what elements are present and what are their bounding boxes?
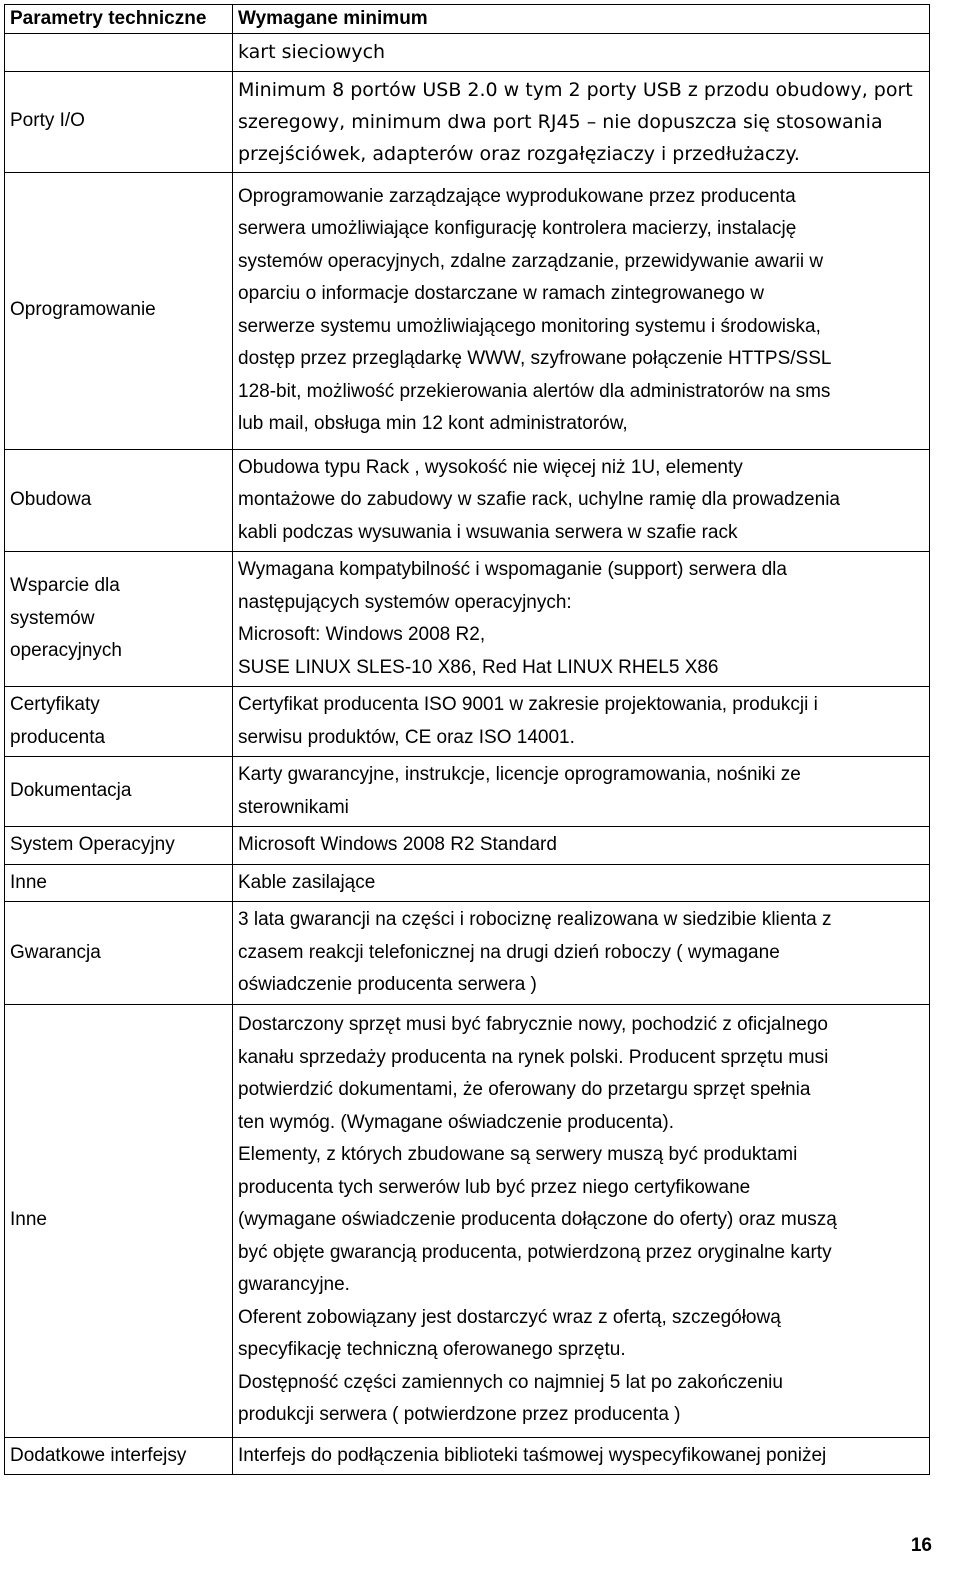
row-label: Dokumentacja: [5, 757, 233, 827]
table-row: [5, 864, 930, 902]
row-value-line: przejściówek, adapterów oraz rozgałęziaczy i przedłużaczy.: [238, 142, 800, 165]
row-label: Gwarancja: [5, 902, 233, 1005]
row-label: Inne: [5, 864, 233, 902]
row-value-line: Obudowa typu Rack , wysokość nie więcej niż 1U, elementy: [238, 456, 743, 478]
row-label: System Operacyjny: [5, 827, 233, 865]
row-value-line: Microsoft: Windows 2008 R2,: [238, 624, 486, 645]
table-row: [5, 1004, 930, 1437]
row-label-line: operacyjnych: [10, 640, 122, 662]
row-value-line: montażowe do zabudowy w szafie rack, uchylne ramię dla prowadzenia: [238, 489, 840, 510]
row-value: kart sieciowych: [233, 34, 930, 72]
table-row: [5, 902, 930, 1005]
row-label: Inne: [5, 1004, 233, 1437]
row-value-line: Oferent zobowiązany jest dostarczyć wraz z ofertą, szczegółową: [238, 1306, 781, 1328]
row-value-line: produkcji serwera ( potwierdzone przez producenta ): [238, 1404, 681, 1426]
row-label: Obudowa: [5, 449, 233, 552]
table-row: [5, 827, 930, 865]
row-value-line: kabli podczas wysuwania i wsuwania serwera w szafie rack: [238, 521, 738, 543]
page-number: 16: [910, 1535, 932, 1556]
row-value-line: producenta tych serwerów lub być przez niego certyfikowane: [238, 1176, 751, 1198]
row-label: [5, 552, 233, 687]
row-value: [233, 71, 930, 172]
row-value-line: lub mail, obsługa min 12 kont administratorów,: [238, 413, 628, 434]
row-value: [233, 1004, 930, 1437]
row-value-line: szeregowy, minimum dwa port RJ45 – nie dopuszcza się stosowania: [238, 110, 883, 133]
table-row: [5, 449, 930, 552]
row-value-line: być objęte gwarancją producenta, potwierdzoną przez oryginalne karty: [238, 1241, 832, 1263]
row-value: [233, 757, 930, 827]
header-req: Wymagane minimum: [233, 5, 930, 34]
row-value-line: Minimum 8 portów USB 2.0 w tym 2 porty USB z przodu obudowy, port: [238, 78, 913, 101]
row-value-line: Karty gwarancyjne, instrukcje, licencje oprogramowania, nośniki ze: [238, 764, 801, 785]
row-label-line: systemów: [10, 607, 95, 629]
table-row: [5, 34, 930, 72]
row-value-line: czasem reakcji telefonicznej na drugi dzień roboczy ( wymagane: [238, 941, 780, 963]
table-row: [5, 71, 930, 172]
row-label: [5, 34, 233, 72]
row-value-line: serwerze systemu umożliwiającego monitoring systemu i środowiska,: [238, 315, 821, 337]
row-label-line: Wsparcie dla: [10, 575, 120, 597]
row-value-line: następujących systemów operacyjnych:: [238, 591, 572, 613]
row-value: [233, 552, 930, 687]
row-value-line: Elementy, z których zbudowane są serwery muszą być produktami: [238, 1144, 798, 1166]
tech-spec-table: [4, 4, 930, 1475]
row-value-line: potwierdzić dokumentami, że oferowany do przetargu sprzęt spełnia: [238, 1079, 811, 1101]
row-value: Microsoft Windows 2008 R2 Standard: [233, 827, 930, 865]
row-label: Oprogramowanie: [5, 172, 233, 449]
row-value: [233, 172, 930, 449]
table-row: [5, 172, 930, 449]
row-value-line: (wymagane oświadczenie producenta dołączone do oferty) oraz muszą: [238, 1209, 837, 1231]
row-value-line: systemów operacyjnych, zdalne zarządzanie, przewidywanie awarii w: [238, 250, 824, 272]
row-value-line: serwisu produktów, CE oraz ISO 14001.: [238, 726, 575, 748]
table-header-row: [5, 5, 930, 34]
row-value-line: 128-bit, możliwość przekierowania alertów dla administratorów na sms: [238, 380, 831, 402]
row-value-line: gwarancyjne.: [238, 1274, 350, 1296]
row-value-line: Certyfikat producenta ISO 9001 w zakresie projektowania, produkcji i: [238, 694, 818, 715]
row-label-line: Certyfikaty: [10, 694, 100, 715]
row-value-line: 3 lata gwarancji na części i robociznę realizowana w siedzibie klienta z: [238, 909, 832, 930]
row-value: Interfejs do podłączenia biblioteki taśmowej wyspecyfikowanej poniżej: [233, 1437, 930, 1475]
row-value-line: serwera umożliwiające konfigurację kontrolera macierzy, instalację: [238, 218, 797, 239]
row-value: [233, 902, 930, 1005]
row-label-line: producenta: [10, 726, 106, 748]
row-value-line: oświadczenie producenta serwera ): [238, 974, 537, 995]
row-value: [233, 449, 930, 552]
header-param: Parametry techniczne: [5, 5, 233, 34]
row-value-line: sterownikami: [238, 796, 349, 818]
row-label: Porty I/O: [5, 71, 233, 172]
row-value-line: Wymagana kompatybilność i wspomaganie (support) serwera dla: [238, 559, 787, 580]
row-label: [5, 687, 233, 757]
row-value: [233, 687, 930, 757]
row-value-line: dostęp przez przeglądarkę WWW, szyfrowane połączenie HTTPS/SSL: [238, 348, 832, 369]
row-value-line: oparciu o informacje dostarczane w ramach zintegrowanego w: [238, 283, 764, 304]
table-row: [5, 687, 930, 757]
row-value-line: ten wymóg. (Wymagane oświadczenie producenta).: [238, 1111, 674, 1133]
table-row: [5, 552, 930, 687]
table-row: [5, 1437, 930, 1475]
row-label: Dodatkowe interfejsy: [5, 1437, 233, 1475]
row-value-line: specyfikację techniczną oferowanego sprzętu.: [238, 1339, 626, 1361]
row-value-line: kanału sprzedaży producenta na rynek polski. Producent sprzętu musi: [238, 1046, 829, 1068]
row-value-line: Dostępność części zamiennych co najmniej 5 lat po zakończeniu: [238, 1371, 783, 1393]
row-value: Kable zasilające: [233, 864, 930, 902]
table-row: [5, 757, 930, 827]
row-value-line: Dostarczony sprzęt musi być fabrycznie nowy, pochodzić z oficjalnego: [238, 1014, 828, 1036]
row-value-line: Oprogramowanie zarządzające wyprodukowane przez producenta: [238, 185, 796, 207]
row-value-line: SUSE LINUX SLES-10 X86, Red Hat LINUX RHEL5 X86: [238, 656, 719, 678]
